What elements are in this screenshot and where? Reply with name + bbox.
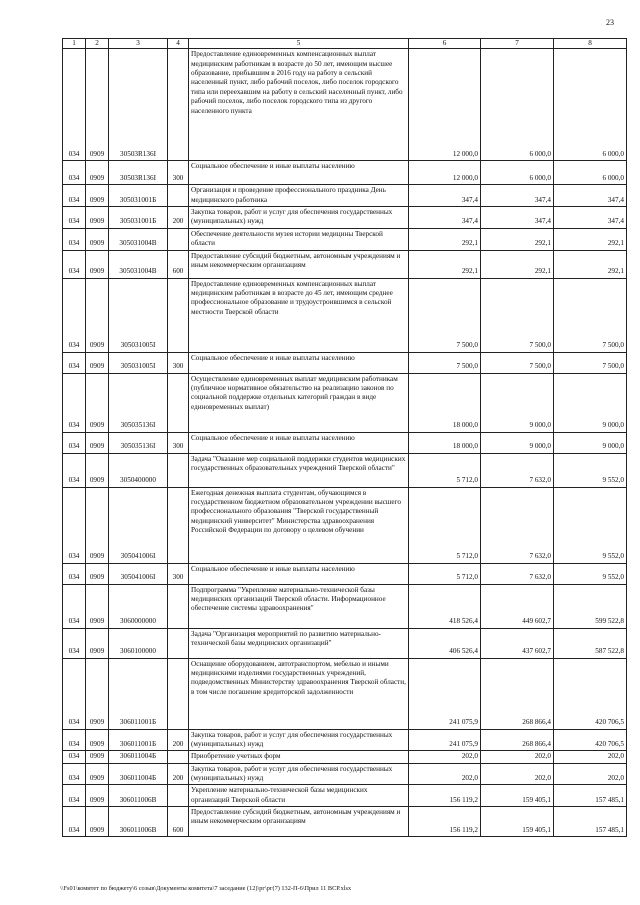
cell-ministry-code: 034: [63, 352, 86, 373]
cell-ministry-code: 034: [63, 763, 86, 785]
table-row: [63, 207, 627, 229]
cell-section-code: 0909: [86, 487, 109, 563]
cell-amount-col6: 156 119,2: [409, 785, 481, 807]
cell-target-code: 305031001Б: [109, 185, 168, 207]
cell-amount-col7: 7 632,0: [481, 563, 554, 584]
cell-amount-col6: 7 500,0: [409, 278, 481, 352]
cell-target-code: 3060100000: [109, 628, 168, 658]
cell-amount-col8: 7 500,0: [554, 278, 627, 352]
cell-amount-col8: 347,4: [554, 185, 627, 207]
cell-amount-col8: 157 485,1: [554, 785, 627, 807]
cell-description: Закупка товаров, работ и услуг для обеспечения государственных (муниципальных) нужд: [189, 207, 409, 229]
cell-ministry-code: 034: [63, 563, 86, 584]
table-row: [63, 763, 627, 785]
table-row: [63, 278, 627, 352]
cell-target-code: 305041006I: [109, 487, 168, 563]
cell-expense-type: [168, 228, 189, 250]
cell-amount-col8: 292,1: [554, 228, 627, 250]
cell-amount-col8: 7 500,0: [554, 352, 627, 373]
column-header: 2: [86, 39, 109, 49]
cell-amount-col8: 599 522,8: [554, 584, 627, 628]
cell-amount-col6: 418 526,4: [409, 584, 481, 628]
column-header: 8: [554, 39, 627, 49]
column-header: 5: [189, 39, 409, 49]
cell-expense-type: 300: [168, 352, 189, 373]
cell-amount-col7: 159 405,1: [481, 807, 554, 837]
column-header: 7: [481, 39, 554, 49]
cell-amount-col6: 5 712,0: [409, 453, 481, 487]
cell-section-code: 0909: [86, 584, 109, 628]
cell-ministry-code: 034: [63, 432, 86, 453]
cell-amount-col7: 292,1: [481, 250, 554, 278]
cell-amount-col7: 437 602,7: [481, 628, 554, 658]
cell-section-code: 0909: [86, 278, 109, 352]
cell-ministry-code: 034: [63, 785, 86, 807]
cell-amount-col6: 241 075,9: [409, 658, 481, 729]
cell-target-code: 306011004Б: [109, 763, 168, 785]
cell-section-code: 0909: [86, 763, 109, 785]
table-row: [63, 228, 627, 250]
table-row: [63, 658, 627, 729]
cell-amount-col7: 268 866,4: [481, 658, 554, 729]
cell-expense-type: [168, 185, 189, 207]
budget-table: [62, 38, 627, 837]
cell-target-code: 305035136I: [109, 432, 168, 453]
cell-expense-type: [168, 785, 189, 807]
cell-ministry-code: 034: [63, 658, 86, 729]
cell-target-code: 305031004В: [109, 228, 168, 250]
cell-amount-col7: 347,4: [481, 207, 554, 229]
cell-target-code: 305041006I: [109, 563, 168, 584]
column-header: 4: [168, 39, 189, 49]
cell-amount-col7: 7 632,0: [481, 453, 554, 487]
cell-section-code: 0909: [86, 785, 109, 807]
page-number: 23: [606, 18, 614, 27]
cell-amount-col8: 6 000,0: [554, 161, 627, 185]
cell-expense-type: 200: [168, 207, 189, 229]
cell-expense-type: 600: [168, 807, 189, 837]
cell-amount-col6: 7 500,0: [409, 352, 481, 373]
table-row: [63, 729, 627, 751]
cell-description: Предоставление субсидий бюджетным, автономным учреждениям и иным некоммерческим организациям: [189, 807, 409, 837]
cell-amount-col7: 9 000,0: [481, 373, 554, 432]
cell-ministry-code: 034: [63, 807, 86, 837]
cell-amount-col6: 347,4: [409, 185, 481, 207]
table-row: [63, 751, 627, 763]
cell-target-code: 306011001Б: [109, 729, 168, 751]
cell-ministry-code: 034: [63, 584, 86, 628]
cell-amount-col6: 18 000,0: [409, 373, 481, 432]
cell-expense-type: [168, 487, 189, 563]
cell-target-code: 30503R136I: [109, 49, 168, 161]
cell-amount-col6: 156 119,2: [409, 807, 481, 837]
cell-amount-col7: 7 500,0: [481, 352, 554, 373]
cell-section-code: 0909: [86, 658, 109, 729]
cell-ministry-code: 034: [63, 161, 86, 185]
cell-description: Укрепление материально-технической базы медицинских организаций Тверской области: [189, 785, 409, 807]
cell-expense-type: [168, 453, 189, 487]
cell-expense-type: 300: [168, 161, 189, 185]
cell-section-code: 0909: [86, 453, 109, 487]
table-row: [63, 250, 627, 278]
cell-amount-col7: 292,1: [481, 228, 554, 250]
cell-amount-col8: 587 522,8: [554, 628, 627, 658]
cell-section-code: 0909: [86, 207, 109, 229]
cell-target-code: 306011001Б: [109, 658, 168, 729]
cell-amount-col8: 6 000,0: [554, 49, 627, 161]
cell-ministry-code: 034: [63, 373, 86, 432]
cell-amount-col6: 18 000,0: [409, 432, 481, 453]
table-row: [63, 185, 627, 207]
cell-target-code: 306011006В: [109, 807, 168, 837]
cell-amount-col6: 347,4: [409, 207, 481, 229]
cell-section-code: 0909: [86, 185, 109, 207]
table-row: [63, 49, 627, 161]
cell-amount-col6: 5 712,0: [409, 563, 481, 584]
cell-section-code: 0909: [86, 228, 109, 250]
cell-amount-col6: 406 526,4: [409, 628, 481, 658]
cell-amount-col7: 6 000,0: [481, 161, 554, 185]
cell-section-code: 0909: [86, 563, 109, 584]
cell-amount-col7: 7 500,0: [481, 278, 554, 352]
cell-ministry-code: 034: [63, 185, 86, 207]
cell-target-code: 306011006В: [109, 785, 168, 807]
cell-amount-col8: 202,0: [554, 751, 627, 763]
cell-description: Задача "Организация мероприятий по развитию материально-технической базы медицинских организаций": [189, 628, 409, 658]
cell-ministry-code: 034: [63, 228, 86, 250]
column-number-row: [63, 39, 627, 49]
cell-amount-col6: 292,1: [409, 250, 481, 278]
table-row: [63, 161, 627, 185]
column-header: 1: [63, 39, 86, 49]
cell-description: Предоставление единовременных компенсационных выплат медицинским работникам в возрасте до 45 лет, имеющим среднее профессиональное образование и трудоустроившимся в сельской местности Тверской области: [189, 278, 409, 352]
cell-target-code: 305031005I: [109, 352, 168, 373]
cell-ministry-code: 034: [63, 453, 86, 487]
cell-amount-col8: 202,0: [554, 763, 627, 785]
cell-amount-col6: 12 000,0: [409, 161, 481, 185]
cell-amount-col8: 157 485,1: [554, 807, 627, 837]
cell-expense-type: 300: [168, 432, 189, 453]
cell-amount-col6: 241 075,9: [409, 729, 481, 751]
cell-section-code: 0909: [86, 373, 109, 432]
cell-amount-col6: 292,1: [409, 228, 481, 250]
cell-section-code: 0909: [86, 807, 109, 837]
cell-expense-type: [168, 373, 189, 432]
cell-target-code: 305031005I: [109, 278, 168, 352]
cell-expense-type: [168, 628, 189, 658]
cell-section-code: 0909: [86, 628, 109, 658]
cell-section-code: 0909: [86, 751, 109, 763]
cell-expense-type: [168, 751, 189, 763]
cell-amount-col7: 268 866,4: [481, 729, 554, 751]
cell-expense-type: 600: [168, 250, 189, 278]
cell-section-code: 0909: [86, 161, 109, 185]
cell-amount-col7: 159 405,1: [481, 785, 554, 807]
cell-amount-col6: 202,0: [409, 763, 481, 785]
cell-description: Предоставление субсидий бюджетным, автономным учреждениям и иным некоммерческим организациям: [189, 250, 409, 278]
table-row: [63, 453, 627, 487]
cell-description: Подпрограмма "Укрепление материально-технической базы медицинских организаций Тверской области. Информационное обеспечение системы здравоохранения": [189, 584, 409, 628]
cell-description: Социальное обеспечение и иные выплаты населению: [189, 563, 409, 584]
cell-target-code: 305031001Б: [109, 207, 168, 229]
cell-amount-col6: 202,0: [409, 751, 481, 763]
cell-amount-col8: 9 000,0: [554, 373, 627, 432]
cell-expense-type: [168, 584, 189, 628]
cell-amount-col7: 347,4: [481, 185, 554, 207]
cell-target-code: 305035136I: [109, 373, 168, 432]
cell-amount-col8: 292,1: [554, 250, 627, 278]
cell-amount-col7: 9 000,0: [481, 432, 554, 453]
cell-target-code: 30503R136I: [109, 161, 168, 185]
table-row: [63, 487, 627, 563]
cell-description: Оснащение оборудованием, автотранспортом, мебелью и иными медицинскими изделиями государственных учреждений, подведомственных Министерству здравоохранения Тверской области, в том числе погашение кредиторской задолженности: [189, 658, 409, 729]
cell-description: Обеспечение деятельности музея истории медицины Тверской области: [189, 228, 409, 250]
cell-description: Социальное обеспечение и иные выплаты населению: [189, 432, 409, 453]
cell-ministry-code: 034: [63, 278, 86, 352]
cell-amount-col7: 7 632,0: [481, 487, 554, 563]
column-header: 3: [109, 39, 168, 49]
cell-ministry-code: 034: [63, 487, 86, 563]
cell-amount-col7: 6 000,0: [481, 49, 554, 161]
cell-amount-col8: 9 552,0: [554, 453, 627, 487]
table-row: [63, 563, 627, 584]
cell-description: Организация и проведение профессионального праздника День медицинского работника: [189, 185, 409, 207]
cell-amount-col8: 420 706,5: [554, 729, 627, 751]
table-row: [63, 807, 627, 837]
cell-section-code: 0909: [86, 352, 109, 373]
table-row: [63, 628, 627, 658]
table-row: [63, 352, 627, 373]
cell-expense-type: 300: [168, 563, 189, 584]
cell-expense-type: 200: [168, 729, 189, 751]
cell-description: Социальное обеспечение и иные выплаты населению: [189, 352, 409, 373]
cell-target-code: 306011004Б: [109, 751, 168, 763]
cell-amount-col8: 9 552,0: [554, 487, 627, 563]
cell-description: Ежегодная денежная выплата студентам, обучающимся в государственном бюджетном образовательном учреждении высшего профессионального образования "Тверской государственный медицинский университет" Министерства здравоохранения Российской Федерации по договору о целевом обучении: [189, 487, 409, 563]
cell-description: Закупка товаров, работ и услуг для обеспечения государственных (муниципальных) нужд: [189, 763, 409, 785]
cell-amount-col7: 202,0: [481, 763, 554, 785]
cell-target-code: 3060000000: [109, 584, 168, 628]
cell-expense-type: 200: [168, 763, 189, 785]
table-row: [63, 432, 627, 453]
table-row: [63, 584, 627, 628]
cell-description: Приобретение учетных форм: [189, 751, 409, 763]
cell-description: Социальное обеспечение и иные выплаты населению: [189, 161, 409, 185]
cell-section-code: 0909: [86, 729, 109, 751]
cell-target-code: 305031004В: [109, 250, 168, 278]
cell-description: Закупка товаров, работ и услуг для обеспечения государственных (муниципальных) нужд: [189, 729, 409, 751]
cell-amount-col6: 5 712,0: [409, 487, 481, 563]
table-row: [63, 785, 627, 807]
cell-description: Задача "Оказание мер социальной поддержки студентов медицинских государственных образовательных учреждений Тверской области": [189, 453, 409, 487]
cell-description: Предоставление единовременных компенсационных выплат медицинским работникам в возрасте до 50 лет, имеющим высшее образование, прибывшим в 2016 году на работу в сельский населенный пункт, либо рабочий поселок, либо поселок городского типа или переехавшим на работу в сельский населенный пункт, либо рабочий поселок, либо поселок городского типа из другого населенного пункта: [189, 49, 409, 161]
column-header: 6: [409, 39, 481, 49]
cell-amount-col7: 449 602,7: [481, 584, 554, 628]
cell-amount-col6: 12 000,0: [409, 49, 481, 161]
cell-expense-type: [168, 278, 189, 352]
cell-ministry-code: 034: [63, 207, 86, 229]
cell-ministry-code: 034: [63, 628, 86, 658]
table-row: [63, 373, 627, 432]
cell-amount-col8: 347,4: [554, 207, 627, 229]
cell-expense-type: [168, 658, 189, 729]
cell-amount-col8: 9 000,0: [554, 432, 627, 453]
file-path-footer: \\Fs01\комитет по бюджету\6 созыв\Документы комитета\7 заседание (12)\рг\рг(7) 132-П-6\Прил 11 ВСР.xlsx: [60, 885, 352, 892]
cell-section-code: 0909: [86, 250, 109, 278]
cell-expense-type: [168, 49, 189, 161]
cell-amount-col8: 9 552,0: [554, 563, 627, 584]
cell-ministry-code: 034: [63, 751, 86, 763]
cell-section-code: 0909: [86, 49, 109, 161]
cell-amount-col8: 420 706,5: [554, 658, 627, 729]
cell-amount-col7: 202,0: [481, 751, 554, 763]
cell-target-code: 3050400000: [109, 453, 168, 487]
cell-ministry-code: 034: [63, 49, 86, 161]
cell-description: Осуществление единовременных выплат медицинским работникам (публичное нормативное обязательство на реализацию законов по социальной поддержке отдельных категорий граждан в виде единовременных выплат): [189, 373, 409, 432]
cell-ministry-code: 034: [63, 250, 86, 278]
cell-ministry-code: 034: [63, 729, 86, 751]
cell-section-code: 0909: [86, 432, 109, 453]
